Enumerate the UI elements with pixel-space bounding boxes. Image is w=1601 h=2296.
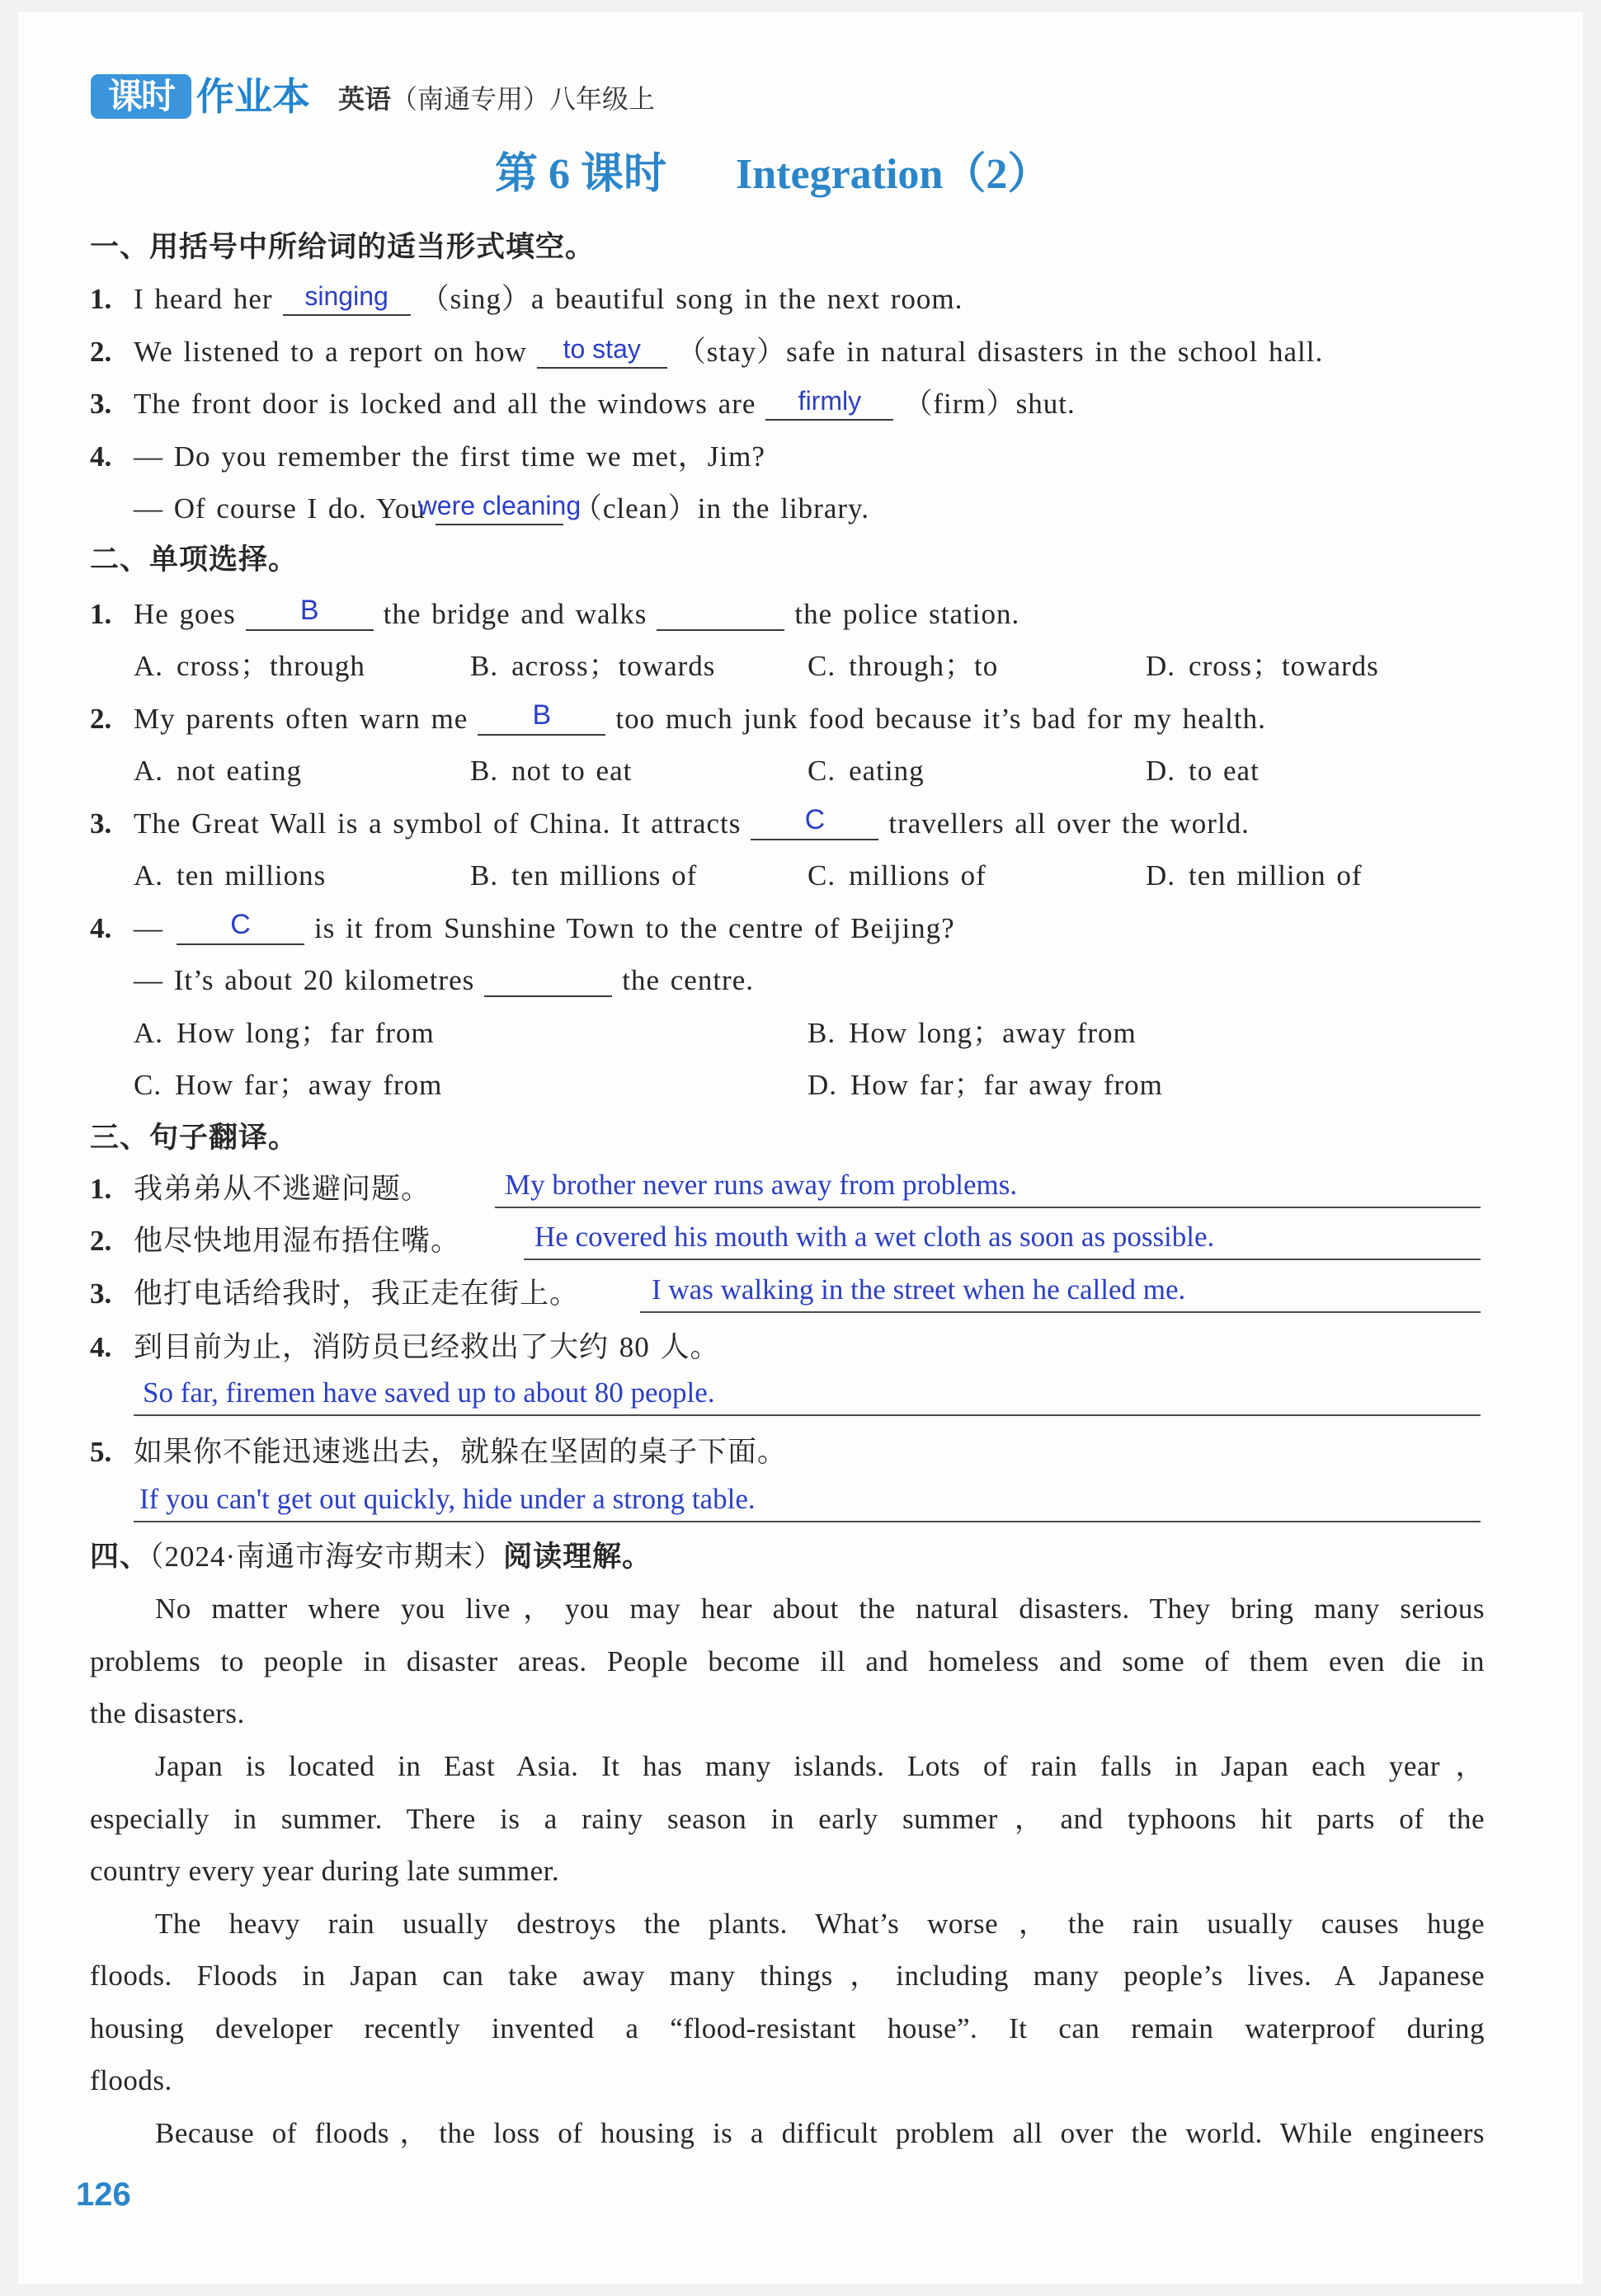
passage-line: No matter where you live，you may hear about the natural disasters. They bring many serious <box>155 1593 1485 1625</box>
question-text: travellers all over the world. <box>888 807 1250 840</box>
item-number: 2. <box>90 336 112 368</box>
chinese-sentence: 他打电话给我时，我正走在街上。 <box>134 1277 580 1310</box>
question-number: 4. <box>90 912 112 944</box>
option-letter: D. <box>1146 755 1176 787</box>
options-row <box>0 1059 1601 1112</box>
option-letter: D. <box>808 1069 838 1101</box>
translation-answer-line <box>495 1162 1481 1208</box>
chinese-sentence: 他尽快地用湿布捂住嘴。 <box>134 1225 461 1257</box>
passage-line: problems to people in disaster areas. People become ill and homeless and some of them even die in <box>90 1645 1485 1677</box>
question-text: — It’s about 20 kilometres <box>134 964 475 996</box>
option-text: cross；through <box>177 650 365 682</box>
translation-item <box>90 1268 579 1320</box>
passage-line: country every year during late summer. <box>90 1855 560 1887</box>
handwritten-translation: I was walking in the street when he called me. <box>652 1273 1186 1306</box>
chinese-sentence: 到目前为止，消防员已经救出了大约 80 人。 <box>134 1331 720 1363</box>
option-letter: B. <box>470 650 499 682</box>
option-letter: C. <box>808 859 836 892</box>
option-a <box>134 745 302 797</box>
handwritten-answer: to stay <box>563 334 641 364</box>
option-a <box>134 1007 435 1060</box>
lesson-topic: Integration（2） <box>736 151 1051 198</box>
option-text: How long；far from <box>177 1017 435 1049</box>
question-number: 2. <box>90 703 112 735</box>
subject-label: 英语 <box>338 83 392 115</box>
options-row <box>0 640 1601 693</box>
item-text-before: — Of course I do. You <box>134 492 426 525</box>
option-c <box>808 745 925 797</box>
item-text-before: I heard her <box>134 283 273 315</box>
option-letter: A. <box>134 650 164 682</box>
item-text-after: （firm）shut. <box>903 388 1076 420</box>
answer-blank <box>283 281 411 316</box>
option-letter: A. <box>134 1017 164 1049</box>
option-letter: B. <box>470 859 499 892</box>
option-text: to eat <box>1189 755 1260 787</box>
option-c <box>134 1059 442 1112</box>
brand-logo-mark: 课时 <box>91 74 191 119</box>
answer-blank <box>246 596 374 631</box>
option-text: ten millions of <box>511 859 698 892</box>
item-number: 2. <box>90 1225 112 1257</box>
answer-blank <box>765 386 893 421</box>
item-number: 4. <box>90 1331 112 1363</box>
section-number: 四、 <box>90 1541 150 1574</box>
handwritten-answer: C <box>230 909 251 940</box>
option-text: millions of <box>849 859 986 892</box>
option-letter: C. <box>808 650 836 682</box>
question-number: 1. <box>90 598 112 630</box>
item-text-after: （clean）in the library. <box>572 492 869 525</box>
handwritten-answer: C <box>804 804 826 835</box>
exam-source: （2024·南通市海安市期末） <box>149 1541 504 1573</box>
translation-item <box>90 1163 431 1216</box>
option-text: not eating <box>177 755 303 787</box>
option-letter: C. <box>808 755 836 787</box>
chinese-sentence: 如果你不能迅速逃出去，就躲在坚固的桌子下面。 <box>134 1436 788 1468</box>
option-c <box>808 849 986 902</box>
passage-line: Because of floods，the loss of housing is a difficult problem all over the world. While engineers <box>155 2117 1485 2149</box>
answer-blank <box>657 596 784 631</box>
option-text: not to eat <box>511 755 633 787</box>
option-text: How far；far away from <box>850 1069 1163 1101</box>
translation-item <box>90 1215 460 1268</box>
option-letter: D. <box>1146 650 1176 682</box>
fill-in-item <box>90 273 963 326</box>
handwritten-translation: So far, firemen have saved up to about 80 people. <box>143 1376 715 1409</box>
choice-question <box>90 693 1266 746</box>
section-3-heading: 三、句子翻译。 <box>90 1122 299 1155</box>
option-text: ten millions <box>177 859 327 892</box>
options-row <box>0 745 1601 797</box>
option-letter: A. <box>134 859 164 892</box>
passage-line: the disasters. <box>90 1697 245 1729</box>
option-b <box>808 1007 1137 1060</box>
option-letter: B. <box>808 1017 836 1049</box>
answer-blank <box>537 334 667 369</box>
page-number: 126 <box>76 2176 131 2213</box>
option-text: cross；towards <box>1189 650 1379 682</box>
option-text: How far；away from <box>175 1069 443 1101</box>
fill-in-item-line-2 <box>134 482 869 535</box>
answer-blank <box>478 701 605 736</box>
option-d <box>808 1059 1163 1112</box>
fill-in-item <box>90 430 765 483</box>
option-d <box>1146 849 1363 902</box>
option-text: eating <box>849 755 925 787</box>
translation-answer-line <box>134 1370 1481 1416</box>
option-text: across；towards <box>511 650 716 682</box>
option-text: ten million of <box>1189 859 1363 892</box>
dialogue-line-1: — Do you remember the first time we met，Jim? <box>134 440 765 473</box>
question-text: The Great Wall is a symbol of China. It attracts <box>134 807 742 840</box>
question-text: the bridge and walks <box>383 598 647 630</box>
handwritten-answer: B <box>532 699 552 731</box>
section-1-heading: 一、用括号中所给词的适当形式填空。 <box>90 231 596 264</box>
choice-question <box>90 797 1250 850</box>
question-number: 3. <box>90 807 112 840</box>
translation-item <box>90 1321 720 1374</box>
passage-line: floods. Floods in Japan can take away many things，including many people’s lives. A Japanese <box>90 1960 1485 1992</box>
handwritten-answer: B <box>299 595 319 626</box>
passage-line: floods. <box>90 2064 172 2096</box>
option-a <box>134 849 326 902</box>
translation-answer-line <box>524 1214 1481 1260</box>
handwritten-translation: If you can't get out quickly, hide under a strong table. <box>139 1483 756 1515</box>
option-letter: B. <box>470 755 499 787</box>
handwritten-answer: singing <box>304 281 388 311</box>
handwritten-translation: My brother never runs away from problems. <box>505 1169 1018 1201</box>
item-text-after: （sing）a beautiful song in the next room. <box>420 283 963 315</box>
book-edition <box>338 82 655 115</box>
item-number: 3. <box>90 388 112 420</box>
section-4-heading <box>90 1531 652 1583</box>
option-b <box>470 849 697 902</box>
choice-question <box>90 902 955 955</box>
question-text: too much junk food because it’s bad for my health. <box>615 703 1266 735</box>
answer-blank <box>751 806 878 840</box>
option-d <box>1146 640 1379 693</box>
handwritten-translation: He covered his mouth with a wet cloth as soon as possible. <box>534 1221 1215 1253</box>
translation-item <box>90 1426 787 1479</box>
lesson-title <box>495 148 1050 201</box>
choice-question-line-2 <box>134 954 754 1007</box>
item-number: 1. <box>90 283 112 315</box>
edition-label: （南通专用）八年级上 <box>391 83 656 115</box>
dialogue-dash: — <box>134 912 163 944</box>
answer-blank <box>417 491 582 525</box>
passage-line: especially in summer. There is a rainy season in early summer，and typhoons hit parts of the <box>90 1803 1485 1835</box>
choice-question <box>90 588 1019 641</box>
item-text-after: （stay）safe in natural disasters in the school hall. <box>676 336 1324 368</box>
answer-blank <box>177 910 304 945</box>
options-row <box>0 849 1601 902</box>
lesson-number: 第 6 课时 <box>495 151 667 198</box>
translation-answer-line <box>134 1476 1481 1522</box>
question-text: My parents often warn me <box>134 703 469 735</box>
option-text: through；to <box>849 650 999 682</box>
option-letter: D. <box>1146 859 1176 892</box>
section-2-heading: 二、单项选择。 <box>90 543 299 576</box>
fill-in-item <box>90 378 1076 430</box>
option-c <box>808 640 998 693</box>
translation-answer-line <box>640 1267 1481 1313</box>
option-b <box>470 640 715 693</box>
item-number: 4. <box>90 440 112 473</box>
fill-in-item <box>90 326 1323 379</box>
item-number: 5. <box>90 1436 112 1468</box>
item-text-before: We listened to a report on how <box>134 336 527 368</box>
question-text: the centre. <box>622 964 754 996</box>
option-d <box>1146 745 1260 797</box>
brand-logo-text: 作业本 <box>196 74 310 119</box>
passage-line: housing developer recently invented a “flood-resistant house”. It can remain waterproof during <box>90 2012 1485 2044</box>
answer-blank <box>484 962 612 997</box>
option-letter: C. <box>134 1069 162 1101</box>
option-text: How long；away from <box>849 1017 1137 1049</box>
question-text: He goes <box>134 598 236 630</box>
option-b <box>470 745 632 797</box>
options-row <box>0 1007 1601 1060</box>
question-text: is it from Sunshine Town to the centre of Beijing? <box>314 912 955 944</box>
handwritten-answer: firmly <box>798 386 862 416</box>
item-text-before: The front door is locked and all the windows are <box>134 388 756 420</box>
option-letter: A. <box>134 755 164 787</box>
item-number: 1. <box>90 1173 112 1205</box>
passage-line: Japan is located in East Asia. It has many islands. Lots of rain falls in Japan each year， <box>155 1750 1485 1782</box>
handwritten-answer: were cleaning <box>417 491 582 520</box>
option-a <box>134 640 365 693</box>
item-number: 3. <box>90 1277 112 1310</box>
chinese-sentence: 我弟弟从不逃避问题。 <box>134 1173 431 1205</box>
passage-line: The heavy rain usually destroys the plants. What’s worse，the rain usually causes huge <box>155 1908 1485 1940</box>
question-text: the police station. <box>794 598 1020 630</box>
section-title: 阅读理解。 <box>503 1541 652 1574</box>
